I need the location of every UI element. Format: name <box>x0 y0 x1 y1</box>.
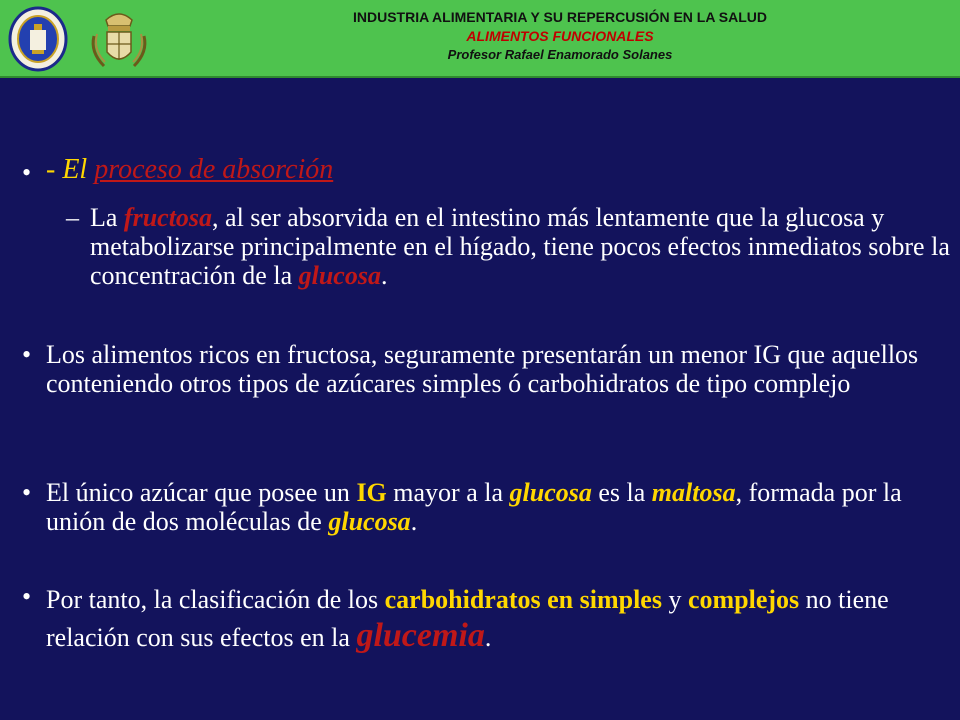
professor-name: Profesor Rafael Enamorado Solanes <box>447 47 673 62</box>
text-run: . <box>410 507 418 536</box>
keyword-glucemia: glucemia <box>356 617 485 654</box>
paragraph-classification <box>46 582 951 656</box>
course-title: INDUSTRIA ALIMENTARIA Y SU REPERCUSIÓN EN LA SALUD <box>352 9 768 25</box>
text-run: , al ser absorvida en el intestino más lentamente que la glucosa y metabolizarse principalmente en el hígado, tiene pocos efectos inmediatos sobre la concentración de la <box>90 203 950 290</box>
paragraph-maltose <box>46 478 951 536</box>
text-run: es la <box>591 478 652 507</box>
paragraph-fructose-foods: Los alimentos ricos en fructosa, seguramente presentarán un menor IG que aquellos conteniendo otros tipos de azúcares simples ó carbohidratos de tipo complejo <box>46 340 919 398</box>
text-run: mayor a la <box>386 478 510 507</box>
bullet-icon: • <box>22 340 32 369</box>
royal-crest-icon <box>88 6 150 74</box>
bullet-icon: • <box>22 582 32 611</box>
keyword-fructosa: fructosa <box>123 203 213 232</box>
heading-prefix: - El <box>46 154 88 185</box>
keyword-glucosa: glucosa <box>298 261 381 290</box>
keyword-complejos: complejos <box>687 585 800 614</box>
text-run: El único azúcar que posee un <box>46 478 357 507</box>
text-run: y <box>661 585 688 614</box>
keyword-glucosa: glucosa <box>509 478 592 507</box>
university-seal-icon <box>8 6 68 72</box>
keyword-maltosa: maltosa <box>651 478 736 507</box>
bullet-icon: • <box>22 478 32 507</box>
section-heading <box>46 155 951 184</box>
text-run: La <box>90 203 124 232</box>
text-run: no tiene relación con sus efectos en la <box>46 585 889 652</box>
keyword-glucosa: glucosa <box>328 507 411 536</box>
sub-paragraph-fructose <box>90 203 950 290</box>
bullet-icon: • <box>22 158 32 187</box>
section-title: ALIMENTOS FUNCIONALES <box>466 28 654 44</box>
header-text <box>160 8 960 64</box>
keyword-ig: IG <box>356 478 387 507</box>
text-run: , formada por la unión de dos moléculas de <box>46 478 902 536</box>
header-band <box>0 0 960 78</box>
text-run: Por tanto, la clasificación de los <box>46 585 385 614</box>
text-run: . <box>380 261 388 290</box>
heading-main: proceso de absorción <box>94 154 334 185</box>
dash-icon: – <box>66 203 79 232</box>
keyword-carbohidratos: carbohidratos en simples <box>384 585 662 614</box>
text-run: . <box>484 623 492 652</box>
